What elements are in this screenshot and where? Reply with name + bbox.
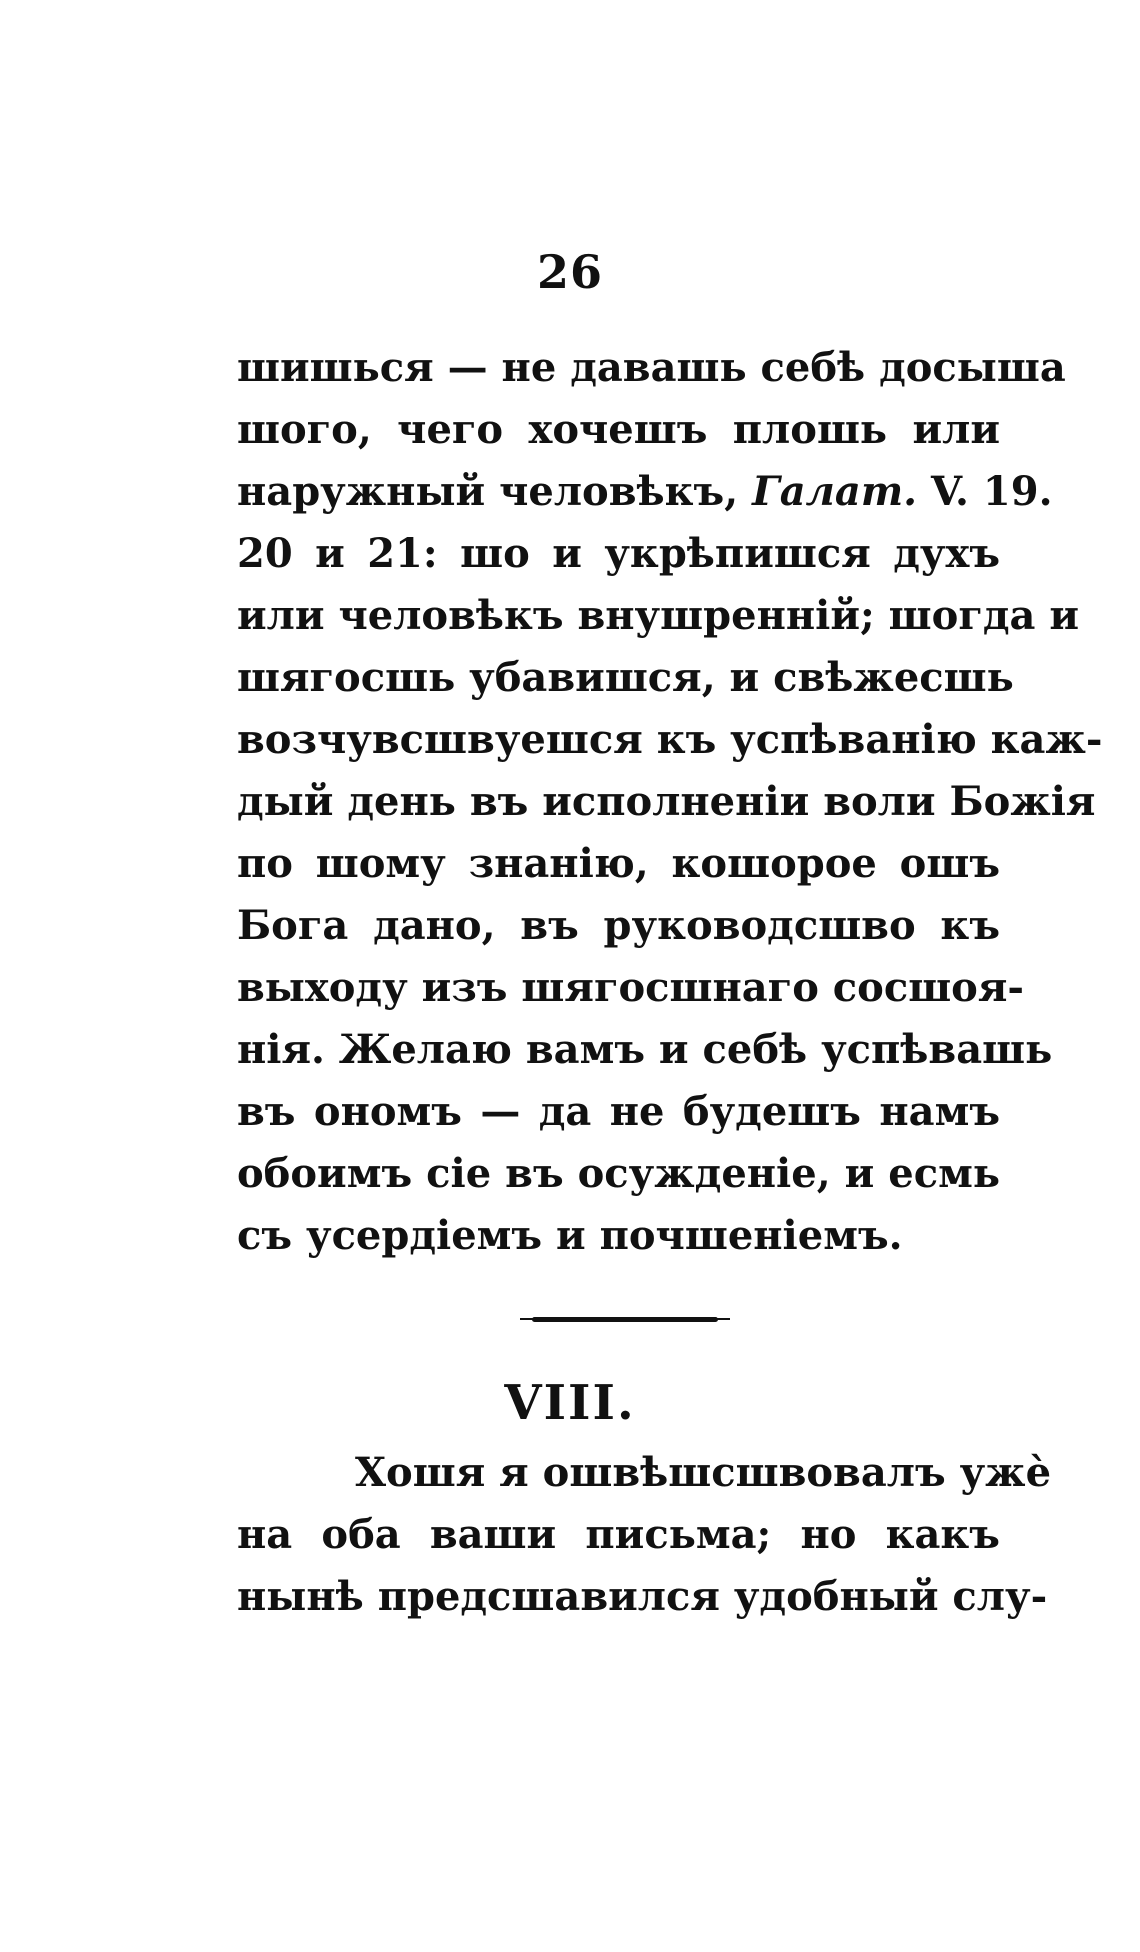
text-line: по шому знанію, кошорое ошъ [237, 840, 1000, 887]
text-line: съ усердіемъ и почшеніемъ. [237, 1212, 903, 1259]
ornamental-rule [532, 1317, 718, 1322]
text-line [237, 461, 1053, 523]
text-line: выходу изъ шягосшнаго сосшоя- [237, 964, 1025, 1011]
text-line: нынѣ предсшавился удобный слу- [237, 1573, 1048, 1620]
text-line: шягосшь убавишся, и свѣжесшь [237, 654, 1014, 701]
text-line-start: наружный человѣкъ, [237, 468, 739, 515]
text-line: 20 и 21: шо и укрѣпишся духъ [237, 530, 1000, 577]
text-line: возчувсшвуешся къ успѣванію каж- [237, 716, 1103, 763]
text-line: на оба ваши письма; но какъ [237, 1511, 1000, 1558]
text-line: нія. Желаю вамъ и себѣ успѣвашь [237, 1026, 1053, 1073]
paragraph-new [237, 1442, 1052, 1628]
text-line: Хошя я ошвѣшсшвовалъ ужѐ [355, 1449, 1052, 1496]
scripture-citation: Галат. [752, 468, 918, 515]
text-line: обоимъ сіе въ осужденіе, и есмь [237, 1150, 1000, 1197]
section-heading: VIII. [504, 1375, 636, 1431]
text-line: шого, чего хочешъ плошь или [237, 406, 1000, 453]
text-line: въ ономъ — да не будешъ намъ [237, 1088, 1000, 1135]
page-number: 26 [536, 245, 603, 299]
text-line: шишься — не давашь себѣ досыша [237, 344, 1066, 391]
text-line: или человѣкъ внушренній; шогда и [237, 592, 1080, 639]
text-line: Бога дано, въ руководсшво къ [237, 902, 1000, 949]
verse-reference: V. 19. [931, 468, 1053, 515]
paragraph-continued [237, 337, 1103, 1267]
text-line: дый день въ исполненіи воли Божія [237, 778, 1096, 825]
